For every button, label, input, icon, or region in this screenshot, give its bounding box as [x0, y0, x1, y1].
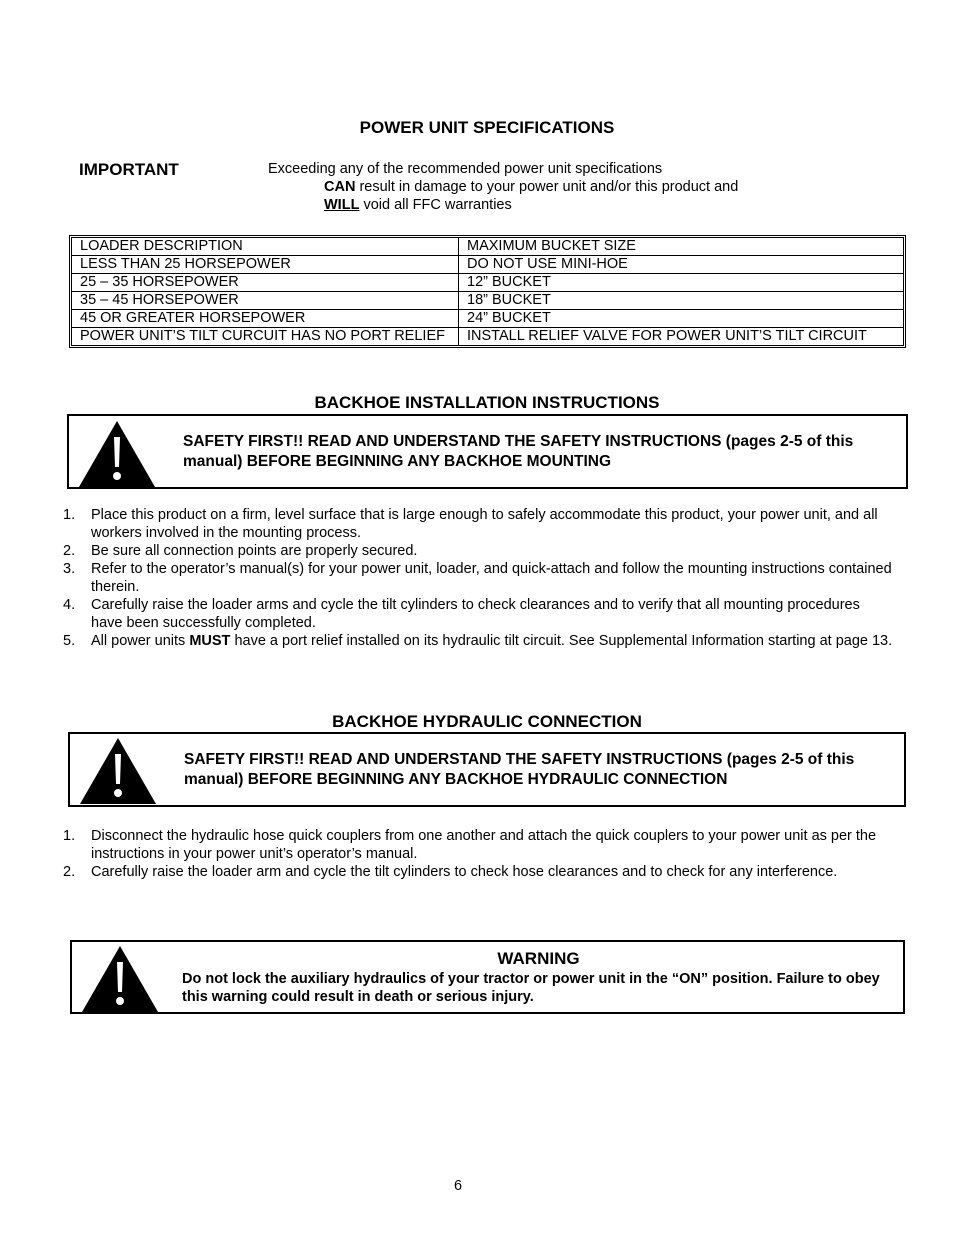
step-number: 3. — [63, 561, 76, 577]
table-cell: 12” BUCKET — [459, 274, 904, 292]
step-text-pre: All power units — [91, 633, 190, 649]
warning-triangle-icon — [77, 419, 157, 489]
installation-steps — [63, 506, 893, 650]
spec-table — [69, 235, 906, 348]
step-number: 5. — [63, 633, 76, 649]
step-text: Be sure all connection points are properly secured. — [91, 543, 418, 559]
step-text: Refer to the operator’s manual(s) for your power unit, loader, and quick-attach and follow the mounting instructions contained therein. — [91, 561, 892, 595]
table-cell: 35 – 45 HORSEPOWER — [72, 292, 459, 310]
important-line-1: Exceeding any of the recommended power unit specifications — [268, 161, 663, 177]
warning-text: Do not lock the auxiliary hydraulics of your tractor or power unit in the “ON” position. Failure to obey this warning could result in death or serious injury. — [182, 971, 880, 1005]
table-row — [72, 328, 904, 346]
important-label: IMPORTANT — [79, 160, 179, 179]
table-header-row — [72, 238, 904, 256]
important-line-2 — [324, 178, 738, 196]
installation-safety-box — [67, 414, 908, 489]
important-will: WILL — [324, 197, 360, 213]
important-can: CAN — [324, 179, 356, 195]
warning-triangle-icon — [80, 944, 160, 1014]
step-text: Disconnect the hydraulic hose quick couplers from one another and attach the quick couplers to your power unit as per the instructions in your power unit’s operator’s manual. — [91, 828, 877, 862]
installation-title: BACKHOE INSTALLATION INSTRUCTIONS — [314, 393, 660, 412]
list-item — [63, 560, 893, 596]
table-cell: 24” BUCKET — [459, 310, 904, 328]
table-row — [72, 310, 904, 328]
important-line-3-rest: void all FFC warranties — [359, 197, 512, 213]
table-cell: LESS THAN 25 HORSEPOWER — [72, 256, 459, 274]
step-number: 1. — [63, 828, 76, 844]
table-cell: 25 – 35 HORSEPOWER — [72, 274, 459, 292]
table-cell: POWER UNIT’S TILT CURCUIT HAS NO PORT RELIEF — [72, 328, 459, 346]
step-text: Carefully raise the loader arms and cycle the tilt cylinders to check clearances and to verify that all mounting procedures have been successfully completed. — [91, 597, 860, 631]
hydraulic-safety-text: SAFETY FIRST!! READ AND UNDERSTAND THE SAFETY INSTRUCTIONS (pages 2-5 of this manual) BEFORE BEGINNING ANY BACKHOE HYDRAULIC CONNECTION — [184, 751, 855, 788]
step-number: 1. — [63, 507, 76, 523]
hydraulic-steps — [63, 827, 893, 881]
list-item — [63, 863, 893, 881]
warning-title: WARNING — [497, 949, 580, 968]
list-item — [63, 542, 893, 560]
installation-safety-text: SAFETY FIRST!! READ AND UNDERSTAND THE SAFETY INSTRUCTIONS (pages 2-5 of this manual) BEFORE BEGINNING ANY BACKHOE MOUNTING — [183, 433, 854, 470]
table-cell: 18” BUCKET — [459, 292, 904, 310]
table-header-cell: LOADER DESCRIPTION — [72, 238, 459, 256]
list-item — [63, 632, 893, 650]
table-header-cell: MAXIMUM BUCKET SIZE — [459, 238, 904, 256]
step-number: 2. — [63, 864, 76, 880]
table-row — [72, 292, 904, 310]
table-row — [72, 274, 904, 292]
step-text: Place this product on a firm, level surface that is large enough to safely accommodate this product, your power unit, and all workers involved in the mounting process. — [91, 507, 878, 541]
step-text-post: have a port relief installed on its hydraulic tilt circuit. See Supplemental Information starting at page 13. — [230, 633, 893, 649]
warning-box — [70, 940, 905, 1014]
table-cell: 45 OR GREATER HORSEPOWER — [72, 310, 459, 328]
step-number: 2. — [63, 543, 76, 559]
list-item — [63, 596, 893, 632]
power-unit-title: POWER UNIT SPECIFICATIONS — [359, 118, 615, 137]
step-text: Carefully raise the loader arm and cycle the tilt cylinders to check hose clearances and to check for any interference. — [91, 864, 838, 880]
warning-triangle-icon — [78, 736, 158, 806]
table-cell: DO NOT USE MINI-HOE — [459, 256, 904, 274]
list-item — [63, 506, 893, 542]
step-text-must: MUST — [189, 633, 231, 649]
hydraulic-safety-box — [68, 732, 906, 807]
hydraulic-title: BACKHOE HYDRAULIC CONNECTION — [332, 712, 642, 731]
table-cell: INSTALL RELIEF VALVE FOR POWER UNIT’S TILT CIRCUIT — [459, 328, 904, 346]
table-row — [72, 256, 904, 274]
important-line-2-rest: result in damage to your power unit and/or this product and — [355, 179, 739, 195]
page-number: 6 — [453, 1178, 463, 1194]
step-number: 4. — [63, 597, 76, 613]
important-line-3 — [324, 196, 512, 214]
list-item — [63, 827, 893, 863]
